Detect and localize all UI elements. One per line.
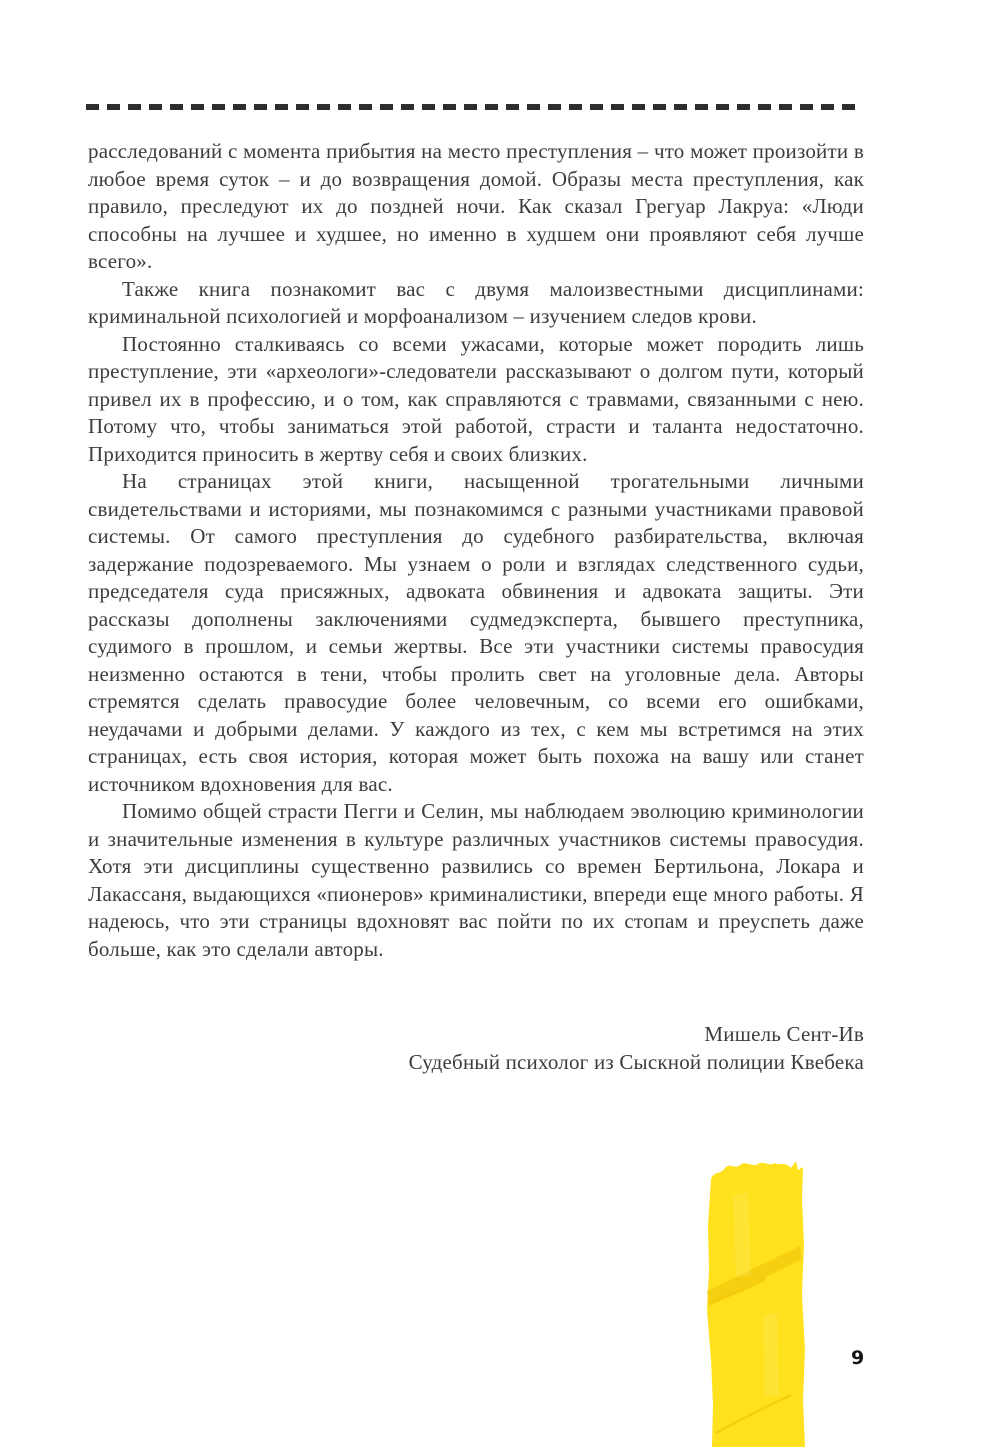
signature-block (88, 1021, 864, 1076)
paragraph: расследований с момента прибытия на место преступления – что может произойти в любое время суток – и до возвращения домой. Образы места преступления, как правило, преследуют их до поздней ночи. Как сказал Грегуар Лакруа: «Люди способны на лучшее и худшее, но именно в худшем они проявляют себя лучше всего». (88, 139, 864, 273)
page-number: 9 (851, 1347, 865, 1369)
paragraph: Постоянно сталкиваясь со всеми ужасами, которые может породить лишь преступление, эти «археологи»-следователи рассказывают о долгом пути, который привел их в профессию, и о том, как справляются с травмами, связанными с нею. Потому что, чтобы заниматься этой работой, страсти и таланта недостаточно. Приходится приносить в жертву себя и своих близких. (88, 331, 864, 466)
paragraph: На страницах этой книги, насыщенной трогательными личными свидетельствами и историями, мы познакомимся с разными участниками правовой системы. От самого преступления до судебного разбирательства, включая задержание подозреваемого. Мы узнаем о роли и взглядах следственного судьи, председателя суда присяжных, адвоката обвинения и адвоката защиты. Эти рассказы дополнены заключениями судмедэксперта, бывшего преступника, судимого в прошлом, и семьи жертвы. Все эти участники системы правосудия неизменно остаются в тени, чтобы пролить свет на уголовные дела. Авторы стремятся сделать правосудие более человечным, со всеми его ошибками, неудачами и добрыми делами. У каждого из тех, с кем мы встретимся на этих страницах, есть своя история, которая может быть похожа на вашу или станет источником вдохновения для вас. (88, 469, 864, 796)
signature-name: Мишель Сент-Ив (704, 1022, 864, 1046)
paragraph: Также книга познакомит вас с двумя малоизвестными дисциплинами: криминальной психологией и морфоанализом – изучением следов крови. (88, 276, 864, 328)
signature-title: Судебный психолог из Сыскной полиции Квебека (408, 1049, 864, 1074)
body-text (88, 138, 864, 963)
chapter-separator-dashed-line (86, 104, 863, 110)
paragraph: Помимо общей страсти Пегги и Селин, мы наблюдаем эволюцию криминологии и значительные изменения в культуре различных участников системы правосудия. Хотя эти дисциплины существенно развились со времен Бертильона, Локара и Лакассаня, выдающихся «пионеров» криминалистики, впереди еще много работы. Я надеюсь, что эти страницы вдохновят вас пойти по их стопам и преуспеть даже больше, как это сделали авторы. (88, 799, 864, 961)
yellow-highlight-stripe-graphic (703, 1155, 809, 1447)
